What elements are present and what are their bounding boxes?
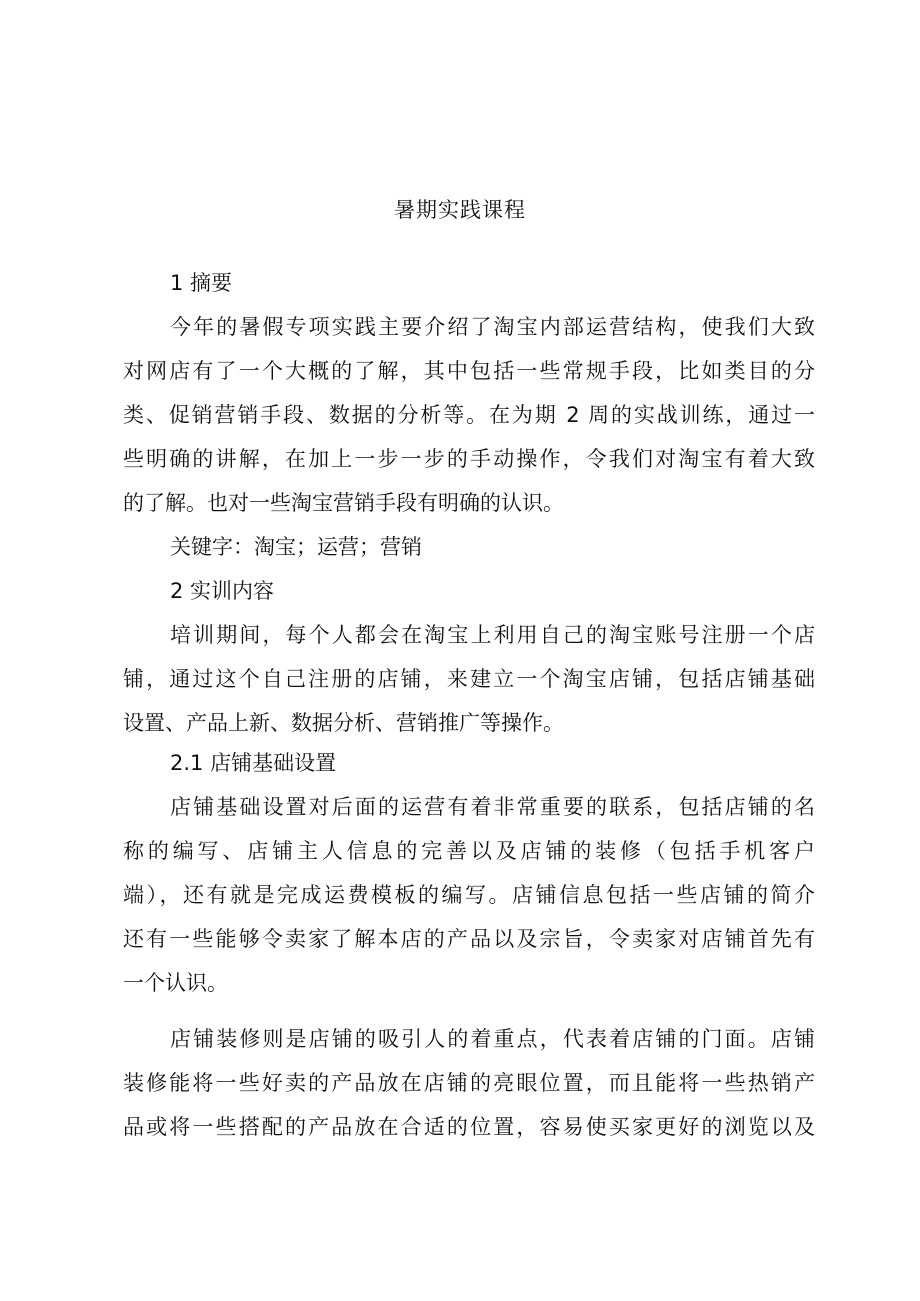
abstract-line: 类、促销营销手段、数据的分析等。在为期 2 周的实战训练，通过一	[123, 403, 815, 427]
abstract-line: 的了解。也对一些淘宝营销手段有明确的认识。	[123, 491, 564, 515]
abstract-heading: 1 摘要	[170, 271, 233, 295]
decoration-line: 装修能将一些好卖的产品放在店铺的亮眼位置，而且能将一些热销产	[123, 1071, 815, 1095]
section-2-1-line: 店铺基础设置对后面的运营有着非常重要的联系，包括店铺的名	[170, 795, 815, 819]
abstract-line: 些明确的讲解，在加上一步一步的手动操作，令我们对淘宝有着大致	[123, 447, 815, 471]
document-title: 暑期实践课程	[394, 198, 526, 222]
section-2-1-heading: 2.1 店铺基础设置	[170, 751, 337, 775]
decoration-line: 店铺装修则是店铺的吸引人的着重点，代表着店铺的门面。店铺	[170, 1027, 815, 1051]
training-line: 培训期间，每个人都会在淘宝上利用自己的淘宝账号注册一个店	[170, 623, 815, 647]
training-heading: 2 实训内容	[170, 579, 275, 603]
abstract-line: 今年的暑假专项实践主要介绍了淘宝内部运营结构，使我们大致	[170, 315, 815, 339]
training-line: 设置、产品上新、数据分析、营销推广等操作。	[123, 711, 564, 735]
section-2-1-line: 端），还有就是完成运费模板的编写。店铺信息包括一些店铺的简介	[123, 883, 815, 907]
section-2-1-line: 称的编写、店铺主人信息的完善以及店铺的装修（包括手机客户	[123, 839, 815, 863]
training-line: 铺，通过这个自己注册的店铺，来建立一个淘宝店铺，包括店铺基础	[123, 667, 815, 691]
section-2-1-line: 还有一些能够令卖家了解本店的产品以及宗旨，令卖家对店铺首先有	[123, 927, 815, 951]
decoration-line: 品或将一些搭配的产品放在合适的位置，容易使买家更好的浏览以及	[123, 1115, 815, 1139]
keywords: 关键字：淘宝；运营；营销	[170, 535, 422, 559]
section-2-1-line: 一个认识。	[123, 971, 228, 995]
abstract-line: 对网店有了一个大概的了解，其中包括一些常规手段，比如类目的分	[123, 359, 815, 383]
